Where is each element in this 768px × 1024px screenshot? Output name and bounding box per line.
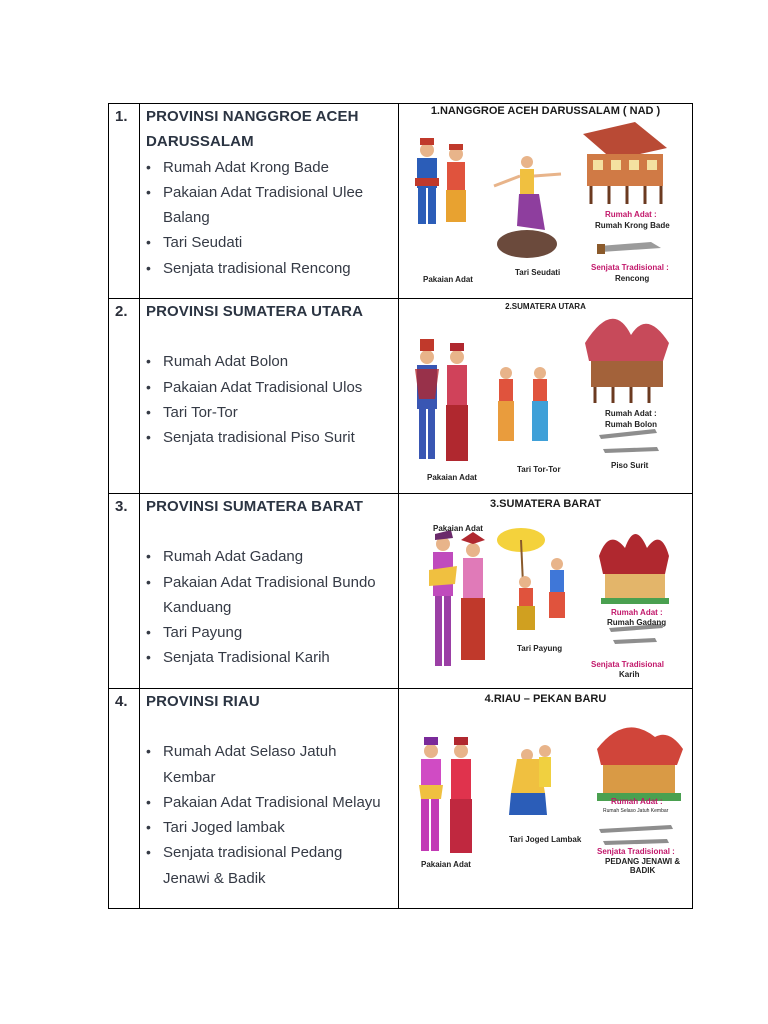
list-item: • Rumah Adat Krong Bade bbox=[146, 155, 396, 180]
list-item: • Pakaian Adat Tradisional Ulee Balang bbox=[146, 180, 396, 231]
row-number-cell bbox=[109, 494, 140, 688]
caption-dance: Tari Seudati bbox=[515, 268, 561, 277]
culture-list bbox=[146, 349, 396, 450]
caption-dance: Tari Tor-Tor bbox=[517, 465, 561, 474]
caption-house-label: Rumah Adat : bbox=[605, 210, 657, 219]
illustration-title: 3.SUMATERA BARAT bbox=[489, 498, 601, 510]
caption-weapon: Piso Surit bbox=[611, 461, 649, 470]
culture-list bbox=[146, 544, 396, 670]
row-number-cell bbox=[109, 104, 140, 298]
list-item: • Pakaian Adat Tradisional Melayu bbox=[146, 790, 396, 815]
caption-dance: Tari Joged Lambak bbox=[509, 835, 582, 844]
province-title: PROVINSI RIAU bbox=[146, 693, 260, 710]
list-item: • Tari Payung bbox=[146, 620, 396, 645]
row-number: 1. bbox=[115, 108, 128, 125]
illustration-title: 2.SUMATERA UTARA bbox=[505, 302, 586, 311]
caption-house: Rumah Bolon bbox=[605, 420, 657, 429]
province-illustration bbox=[398, 689, 692, 908]
table-row bbox=[108, 104, 693, 299]
province-title: PROVINSI SUMATERA BARAT bbox=[146, 498, 364, 515]
row-number-cell bbox=[109, 299, 140, 493]
caption-clothing: Pakaian Adat bbox=[421, 860, 471, 869]
list-item: • Rumah Adat Gadang bbox=[146, 544, 396, 569]
caption-house-label: Rumah Adat : bbox=[605, 409, 657, 418]
caption-weapon-label: Senjata Tradisional : bbox=[597, 847, 675, 856]
province-text-cell bbox=[146, 494, 396, 671]
caption-house: Rumah Selaso Jatuh Kembar bbox=[603, 808, 669, 814]
list-item: • Pakaian Adat Tradisional Ulos bbox=[146, 375, 396, 400]
caption-house: Rumah Gadang bbox=[607, 618, 667, 627]
illustration-title: 4.RIAU – PEKAN BARU bbox=[484, 693, 607, 705]
caption-weapon: Karih bbox=[619, 670, 640, 679]
table-row bbox=[108, 689, 693, 909]
table-row bbox=[108, 299, 693, 494]
province-table bbox=[108, 103, 693, 909]
caption-dance: Tari Payung bbox=[517, 644, 563, 653]
province-text-cell bbox=[146, 689, 396, 891]
list-item: • Senjata tradisional Piso Surit bbox=[146, 425, 396, 450]
caption-weapon: Rencong bbox=[615, 274, 650, 283]
caption-weapon: PEDANG JENAWI & BADIK bbox=[605, 857, 681, 875]
illustration-title: 1.NANGGROE ACEH DARUSSALAM ( NAD ) bbox=[430, 105, 661, 117]
province-illustration bbox=[398, 299, 692, 493]
row-number: 2. bbox=[115, 303, 128, 320]
list-item: • Senjata Tradisional Karih bbox=[146, 645, 396, 670]
province-title: PROVINSI NANGGROE ACEH DARUSSALAM bbox=[146, 108, 359, 151]
row-number: 3. bbox=[115, 498, 128, 515]
culture-list bbox=[146, 739, 396, 891]
list-item: • Rumah Adat Bolon bbox=[146, 349, 396, 374]
list-item: • Senjata tradisional Pedang Jenawi & Badik bbox=[146, 840, 396, 891]
province-text-cell bbox=[146, 104, 396, 281]
province-illustration bbox=[398, 494, 692, 688]
caption-clothing: Pakaian Adat bbox=[423, 275, 473, 284]
list-item: • Tari Tor-Tor bbox=[146, 400, 396, 425]
list-item: • Pakaian Adat Tradisional Bundo Kanduang bbox=[146, 570, 396, 621]
list-item: • Tari Seudati bbox=[146, 230, 396, 255]
row-number: 4. bbox=[115, 693, 128, 710]
caption-house-label: Rumah Adat : bbox=[611, 608, 663, 617]
culture-list bbox=[146, 155, 396, 281]
province-illustration bbox=[398, 104, 692, 298]
list-item: • Tari Joged lambak bbox=[146, 815, 396, 840]
illustration-art bbox=[399, 299, 693, 493]
caption-clothing: Pakaian Adat bbox=[427, 473, 477, 482]
caption-house-label: Rumah Adat : bbox=[611, 797, 663, 806]
caption-clothing: Pakaian Adat bbox=[433, 524, 483, 533]
table-row bbox=[108, 494, 693, 689]
caption-weapon-label: Senjata Tradisional : bbox=[591, 263, 669, 272]
caption-weapon-label: Senjata Tradisional bbox=[591, 660, 664, 669]
list-item: • Senjata tradisional Rencong bbox=[146, 256, 396, 281]
province-title: PROVINSI SUMATERA UTARA bbox=[146, 303, 364, 320]
row-number-cell bbox=[109, 689, 140, 908]
caption-house: Rumah Krong Bade bbox=[595, 221, 670, 230]
province-text-cell bbox=[146, 299, 396, 450]
list-item: • Rumah Adat Selaso Jatuh Kembar bbox=[146, 739, 396, 790]
